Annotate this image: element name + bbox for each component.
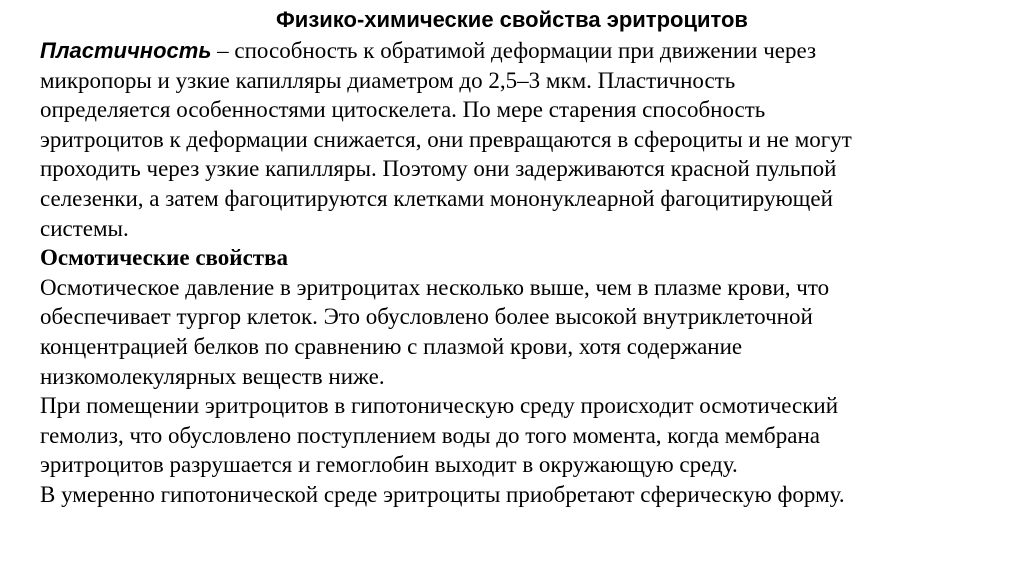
osmotic-line-8: В умеренно гипотонической среде эритроциты приобретают сферическую форму. [40, 481, 845, 507]
plasticity-line-4: эритроцитов к деформации снижается, они превращаются в сфероциты и не могут [40, 126, 852, 152]
osmotic-line-3: концентрацией белков по сравнению с плазмой крови, хотя содержание [40, 333, 743, 359]
osmotic-line-7: эритроцитов разрушается и гемоглобин выходит в окружающую среду. [40, 452, 738, 478]
plasticity-line-1 [40, 36, 1000, 66]
plasticity-line-2: микропоры и узкие капилляры диаметром до 2,5–3 мкм. Пластичность [40, 67, 736, 93]
plasticity-line-7: системы. [40, 215, 129, 241]
slide-content [40, 36, 1000, 510]
osmotic-heading: Осмотические свойства [40, 245, 288, 271]
osmotic-line-1: Осмотическое давление в эритроцитах несколько выше, чем в плазме крови, что [40, 274, 830, 300]
plasticity-line-6: селезенки, а затем фагоцитируются клетками мононуклеарной фагоцитирующей [40, 185, 833, 211]
osmotic-line-4: низкомолекулярных веществ ниже. [40, 363, 385, 389]
plasticity-line-3: определяется особенностями цитоскелета. По мере старения способность [40, 97, 766, 123]
osmotic-line-2: обеспечивает тургор клеток. Это обусловлено более высокой внутриклеточной [40, 304, 813, 330]
slide-title: Физико-химические свойства эритроцитов [276, 7, 748, 32]
plasticity-term: Пластичность [40, 38, 212, 63]
plasticity-definition: – способность к обратимой деформации при движении через [211, 38, 817, 63]
osmotic-line-6: гемолиз, что обусловлено поступлением воды до того момента, когда мембрана [40, 422, 820, 448]
osmotic-line-5: При помещении эритроцитов в гипотоническую среду происходит осмотический [40, 393, 839, 419]
plasticity-line-5: проходить через узкие капилляры. Поэтому они задерживаются красной пульпой [40, 156, 837, 182]
